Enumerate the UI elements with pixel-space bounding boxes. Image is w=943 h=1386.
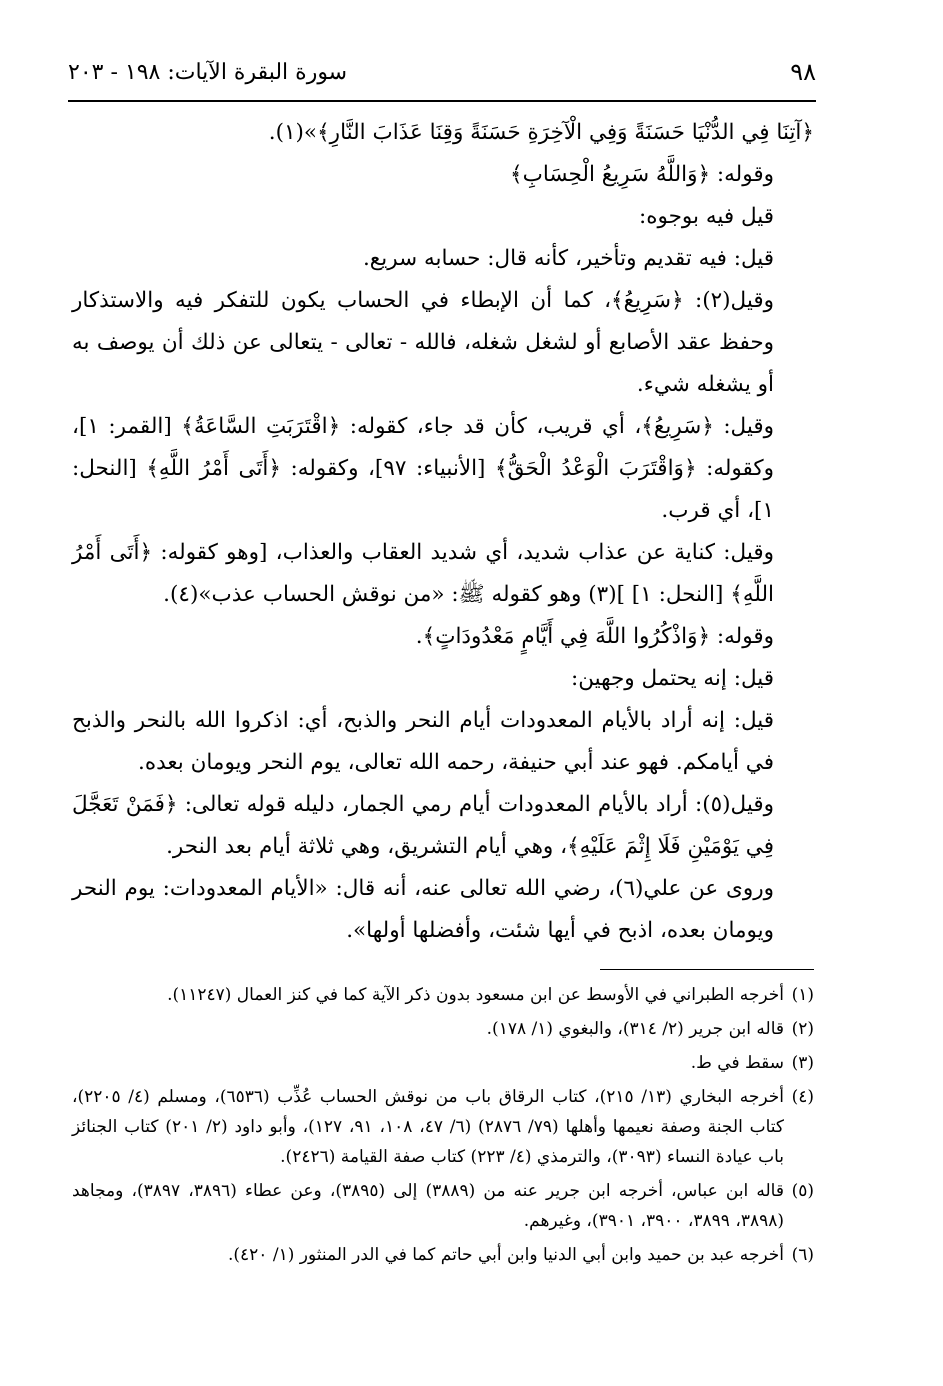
paragraph: قيل فيه بوجوه: [638,204,774,229]
paragraph: قيل: فيه تقديم وتأخير، كأنه قال: حسابه سريع. [362,246,774,271]
footnote-number: (٤) [791,1087,814,1107]
footnote [72,1014,814,1044]
footnote-separator [600,969,814,970]
footnotes [72,980,814,1274]
header-rule [68,100,816,102]
paragraph: وقوله: ﴿وَاللَّهُ سَرِيعُ الْحِسَابِ﴾ [509,162,774,187]
footnote-number: (٢) [791,1019,814,1039]
footnote-number: (١) [791,985,814,1005]
paragraph: وقوله: ﴿وَاذْكُرُوا اللَّهَ فِي أَيَّامٍ مَعْدُودَاتٍ﴾. [415,624,774,649]
paragraph: ﴿آتِنَا فِي الدُّنْيَا حَسَنَةً وَفِي الْآخِرَةِ حَسَنَةً وَقِنَا عَذَابَ النَّارِ﴾»(١). [268,120,814,145]
footnote-text: قاله ابن جرير (٢/ ٣١٤)، والبغوي (١/ ١٧٨). [486,1019,784,1039]
footnote [72,980,814,1010]
main-text [72,112,814,952]
paragraph: قيل: إنه يحتمل وجهين: [570,666,774,691]
footnote-text: أخرجه البخاري (١٣/ ٢١٥)، كتاب الرقاق باب من نوقش الحساب عُذِّب (٦٥٣٦)، ومسلم (٤/ ٢٢٠٥)، كتاب الجنة وصفة نعيمها وأهلها (٧٩/ ٢٨٧٦) (٦/ ٤٧، ١٠٨، ٩١، ١٢٧)، وأبو داود (٢/ ٢٠١) كتاب الجنائز باب عيادة النساء (٣٠٩٣)، والترمذي (٤/ ٢٢٣) كتاب صفة القيامة (٢٤٢٦). [72,1087,785,1167]
paragraph: وقيل: ﴿سَرِيعُ﴾، أي قريب، كأن قد جاء، كقوله: ﴿اقْتَرَبَتِ السَّاعَةُ﴾ [القمر: ١]، وكقوله: ﴿وَاقْتَرَبَ الْوَعْدُ الْحَقُّ﴾ [الأنبياء: ٩٧]، وكقوله: ﴿أَتَى أَمْرُ اللَّهِ﴾ [النحل: ١]، أي قرب. [72,414,774,523]
footnote-text: أخرجه الطبراني في الأوسط عن ابن مسعود بدون ذكر الآية كما في كنز العمال (١١٢٤٧). [167,985,784,1005]
paragraph: وروى عن علي(٦)، رضي الله تعالى عنه، أنه قال: «الأيام المعدودات: يوم النحر ويومان بعده، اذبح في أيها شئت، وأفضلها أولها». [72,876,774,943]
footnote-number: (٦) [791,1245,814,1265]
footnote [72,1176,814,1236]
paragraph: قيل: إنه أراد بالأيام المعدودات أيام النحر والذبح، أي: اذكروا الله بالنحر والذبح في أيامكم. فهو عند أبي حنيفة، رحمه الله تعالى، يوم النحر ويومان بعده. [72,708,774,775]
footnote [72,1240,814,1270]
footnote [72,1082,814,1172]
paragraph: وقيل(٢): ﴿سَرِيعُ﴾، كما أن الإبطاء في الحساب يكون للتفكر فيه والاستذكار وحفظ عقد الأصابع أو لشغل شغله، فالله - تعالى - يتعالى عن ذلك أن يوصف به أو يشغله شيء. [72,288,774,397]
footnote [72,1048,814,1078]
running-title: سورة البقرة الآيات: ١٩٨ - ٢٠٣ [68,60,348,85]
page-header [68,58,816,92]
paragraph: وقيل(٥): أراد بالأيام المعدودات أيام رمي الجمار، دليله قوله تعالى: ﴿فَمَنْ تَعَجَّلَ فِي يَوْمَيْنِ فَلَا إِثْمَ عَلَيْهِ﴾، وهي أيام التشريق، وهي ثلاثة أيام بعد النحر. [72,792,774,859]
footnote-text: قاله ابن عباس، أخرجه ابن جرير عنه من (٣٨٨٩) إلى (٣٨٩٥)، وعن عطاء (٣٨٩٦، ٣٨٩٧)، ومجاهد (٣٨٩٨، ٣٨٩٩، ٣٩٠٠، ٣٩٠١)، وغيرهم. [72,1181,784,1231]
footnote-number: (٥) [791,1181,814,1201]
paragraph: وقيل: كناية عن عذاب شديد، أي شديد العقاب والعذاب، [وهو كقوله: ﴿أَتَى أَمْرُ اللَّهِ﴾ [النحل: ١] ](٣) وهو كقوله ﷺ: «من نوقش الحساب عذب»(٤). [72,540,774,607]
footnote-number: (٣) [791,1053,814,1073]
page-number: ٩٨ [790,58,816,86]
footnote-text: أخرجه عبد بن حميد وابن أبي الدنيا وابن أبي حاتم كما في الدر المنثور (١/ ٤٢٠). [228,1245,784,1265]
footnote-text: سقط في ط. [690,1053,784,1073]
